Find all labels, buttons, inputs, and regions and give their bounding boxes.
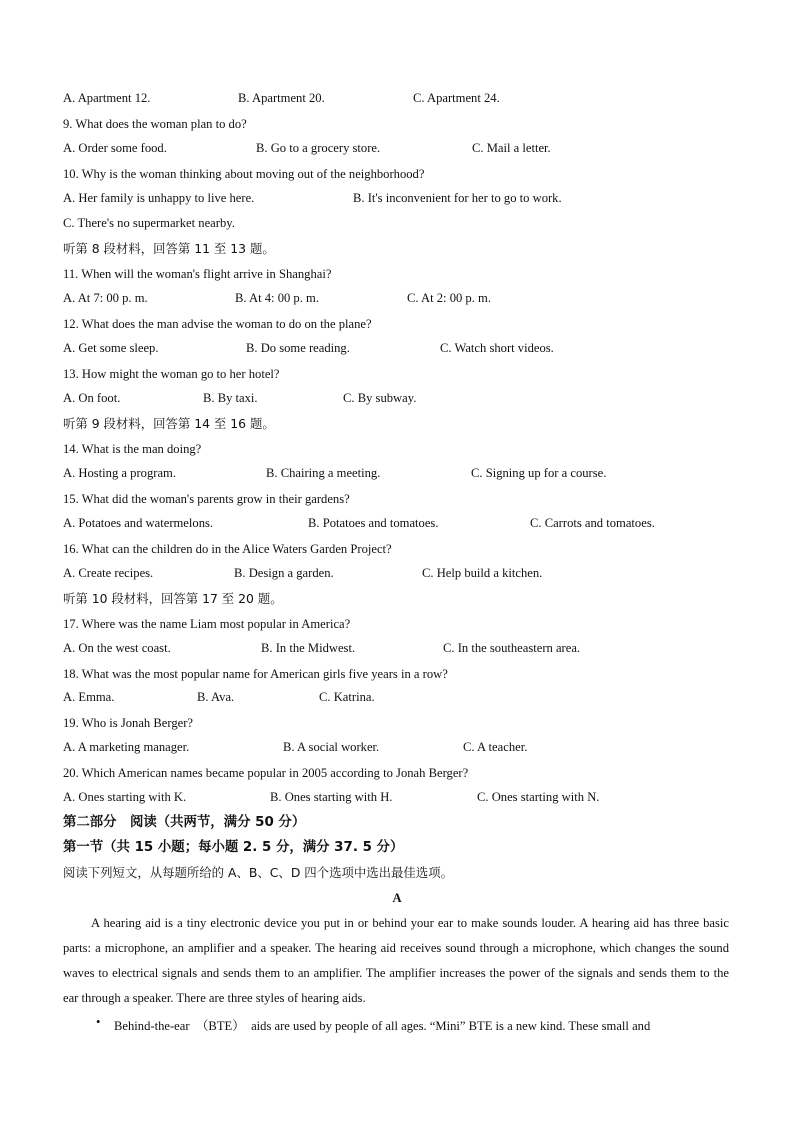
q19-stem: 19. Who is Jonah Berger? — [63, 716, 193, 730]
q10-option-c: C. There's no supermarket nearby. — [63, 216, 235, 230]
q15-option-b: B. Potatoes and tomatoes. — [308, 516, 439, 530]
q9-option-b: B. Go to a grocery store. — [256, 141, 381, 155]
bullet-1-text: Behind-the-ear （BTE） aids are used by people of all ages. “Mini” BTE is a new kind. These small and — [114, 1019, 651, 1033]
q8-option-b: B. Apartment 20. — [238, 91, 325, 105]
section-1-title: 第一节（共 15 小题；每小题 2. 5 分，满分 37. 5 分） — [63, 840, 404, 855]
part-2-title: 第二部分 阅读（共两节，满分 50 分） — [63, 815, 306, 830]
q12-option-c: C. Watch short videos. — [440, 341, 554, 355]
q10-stem: 10. Why is the woman thinking about moving out of the neighborhood? — [63, 167, 425, 181]
q13-option-a: A. On foot. — [63, 391, 121, 405]
q11-option-b: B. At 4: 00 p. m. — [235, 291, 319, 305]
q17-option-b: B. In the Midwest. — [261, 641, 356, 655]
bullet-dot: • — [96, 1015, 101, 1029]
q20-option-c: C. Ones starting with N. — [477, 790, 600, 804]
q10-option-b: B. It's inconvenient for her to go to work. — [353, 191, 562, 205]
q16-option-a: A. Create recipes. — [63, 566, 154, 580]
passage-a-text: A hearing aid is a tiny electronic device you put in or behind your ear to make sounds louder. A hearing aid has three basic parts: a microphone, an amplifier and a speaker. The hearing aid receives sound through a microphone, which changes the sound waves to electrical signals and sends them to an amplifier. The amplifier increases the power of the signals and sends them to the ear through a speaker. There are three styles of hearing aids. — [63, 916, 729, 1005]
reading-instruction: 阅读下列短文，从每题所给的 A、B、C、D 四个选项中选出最佳选项。 — [63, 865, 453, 880]
q16-option-c: C. Help build a kitchen. — [422, 566, 543, 580]
q9-option-a: A. Order some food. — [63, 141, 167, 155]
q14-stem: 14. What is the man doing? — [63, 442, 202, 456]
section-8-heading: 听第 8 段材料，回答第 11 至 13 题。 — [63, 241, 275, 256]
q8-option-c: C. Apartment 24. — [413, 91, 500, 105]
q13-option-b: B. By taxi. — [203, 391, 258, 405]
q8-option-a: A. Apartment 12. — [63, 91, 151, 105]
passage-a-paragraph — [63, 911, 729, 1011]
q9-stem: 9. What does the woman plan to do? — [63, 117, 247, 131]
q17-option-a: A. On the west coast. — [63, 641, 171, 655]
q13-option-c: C. By subway. — [343, 391, 417, 405]
q10-option-a: A. Her family is unhappy to live here. — [63, 191, 255, 205]
q12-option-a: A. Get some sleep. — [63, 341, 159, 355]
q20-option-a: A. Ones starting with K. — [63, 790, 187, 804]
q19-option-b: B. A social worker. — [283, 740, 380, 754]
q18-option-c: C. Katrina. — [319, 690, 375, 704]
q12-stem: 12. What does the man advise the woman to do on the plane? — [63, 317, 372, 331]
q17-stem: 17. Where was the name Liam most popular in America? — [63, 617, 351, 631]
q18-option-a: A. Emma. — [63, 690, 115, 704]
q20-stem: 20. Which American names became popular in 2005 according to Jonah Berger? — [63, 766, 469, 780]
q19-option-c: C. A teacher. — [463, 740, 528, 754]
q18-stem: 18. What was the most popular name for American girls five years in a row? — [63, 667, 448, 681]
q17-option-c: C. In the southeastern area. — [443, 641, 581, 655]
q13-stem: 13. How might the woman go to her hotel? — [63, 367, 280, 381]
section-9-heading: 听第 9 段材料，回答第 14 至 16 题。 — [63, 416, 275, 431]
q16-option-b: B. Design a garden. — [234, 566, 334, 580]
section-10-heading: 听第 10 段材料，回答第 17 至 20 题。 — [63, 591, 283, 606]
q18-option-b: B. Ava. — [197, 690, 235, 704]
passage-label: A — [392, 891, 402, 905]
q14-option-b: B. Chairing a meeting. — [266, 466, 381, 480]
q15-option-a: A. Potatoes and watermelons. — [63, 516, 214, 530]
q14-option-c: C. Signing up for a course. — [471, 466, 607, 480]
q16-stem: 16. What can the children do in the Alice Waters Garden Project? — [63, 542, 392, 556]
q11-option-a: A. At 7: 00 p. m. — [63, 291, 148, 305]
q15-stem: 15. What did the woman's parents grow in their gardens? — [63, 492, 350, 506]
q11-stem: 11. When will the woman's flight arrive in Shanghai? — [63, 267, 332, 281]
q15-option-c: C. Carrots and tomatoes. — [530, 516, 655, 530]
q20-option-b: B. Ones starting with H. — [270, 790, 393, 804]
q19-option-a: A. A marketing manager. — [63, 740, 190, 754]
q14-option-a: A. Hosting a program. — [63, 466, 176, 480]
q12-option-b: B. Do some reading. — [246, 341, 350, 355]
q11-option-c: C. At 2: 00 p. m. — [407, 291, 491, 305]
q9-option-c: C. Mail a letter. — [472, 141, 551, 155]
